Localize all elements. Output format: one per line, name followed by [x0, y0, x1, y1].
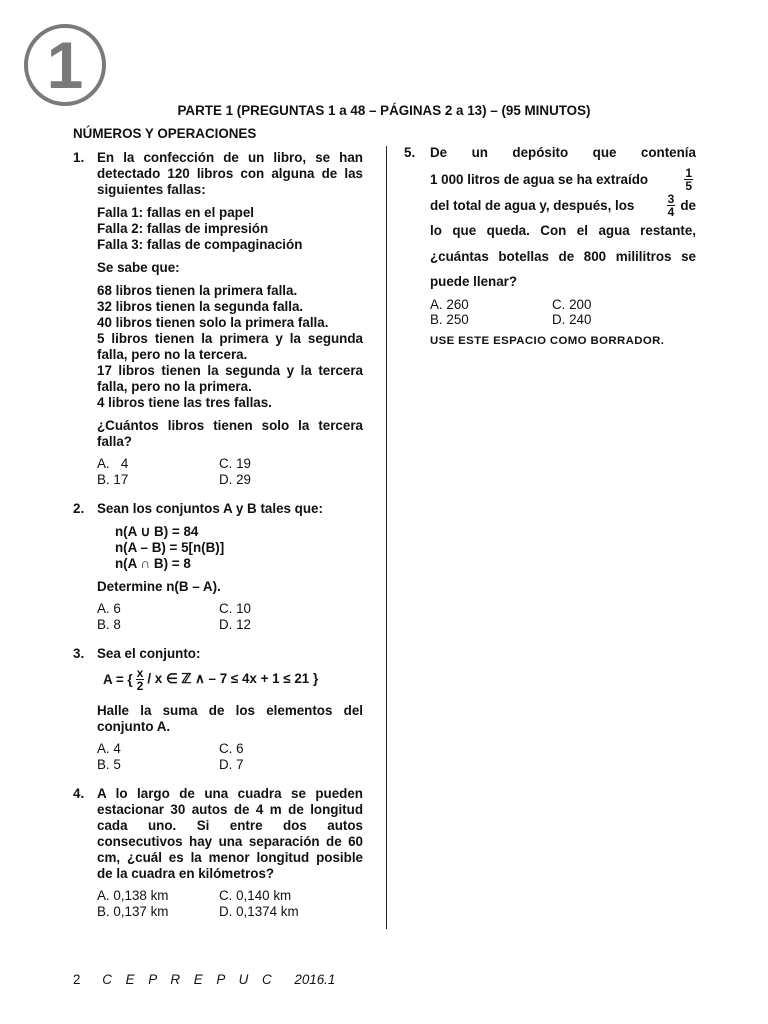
option-c: C. 0,140 km	[219, 888, 292, 903]
stem-line-1	[430, 145, 696, 161]
set-prefix: A = {	[103, 671, 133, 687]
section-title: NÚMEROS Y OPERACIONES	[73, 126, 257, 141]
stem-word: depósito	[512, 145, 569, 160]
fraction-denominator: 4	[667, 204, 675, 219]
stem-word: De	[430, 145, 448, 160]
datos-list	[97, 283, 363, 411]
option-d: D. 240	[552, 312, 592, 327]
question-stem: A lo largo de una cuadra se pueden estacionar 30 autos de 4 m de longitud cada uno. Si entre dos autos consecutivos hay una separación de 60 cm, ¿cuál es la menor longitud posible de la cuadra en kilómetros?	[97, 786, 363, 881]
condition-item: n(A ∪ B) = 84	[115, 524, 199, 539]
dato-item: 40 libros tienen solo la primera falla.	[97, 315, 329, 330]
option-b: B. 17	[97, 471, 129, 487]
question-number: 2.	[73, 501, 85, 516]
part-header: PARTE 1 (PREGUNTAS 1 a 48 – PÁGINAS 2 a 13) – (95 MINUTOS)	[177, 103, 591, 118]
option-b: B. 8	[97, 616, 121, 632]
fraction-three-quarters	[667, 193, 676, 218]
question-prompt: ¿Cuántos libros tienen solo la tercera falla?	[97, 418, 363, 449]
option-d: D. 0,1374 km	[219, 903, 299, 919]
question-stem	[430, 145, 696, 295]
question-2	[73, 501, 363, 632]
fraction-x-over-2	[136, 667, 145, 692]
set-definition	[97, 662, 363, 696]
fraction-denominator: 5	[685, 179, 692, 194]
dato-item: 68 libros tienen la primera falla.	[97, 283, 298, 298]
option-b: B. 5	[97, 756, 121, 772]
option-c: C. 6	[219, 741, 244, 756]
question-prompt: Determine n(B – A).	[97, 579, 221, 594]
question-number: 5.	[404, 145, 416, 160]
option-c: C. 19	[219, 456, 252, 471]
question-number: 1.	[73, 150, 85, 165]
falla-item: Falla 1: fallas en el papel	[97, 205, 255, 220]
option-b: B. 250	[430, 312, 469, 327]
question-number: 3.	[73, 646, 85, 661]
question-4	[73, 786, 363, 919]
question-stem: Sean los conjuntos A y B tales que:	[97, 501, 323, 516]
fraction-numerator: x	[136, 665, 144, 680]
option-a: A. 6	[97, 601, 121, 616]
option-a: A. 0,138 km	[97, 888, 169, 903]
se-sabe-text: Se sabe que:	[97, 260, 180, 275]
dato-item: 5 libros tienen la primera y la segunda falla, pero no la tercera.	[97, 331, 363, 362]
option-c: C. 10	[219, 601, 252, 616]
falla-item: Falla 3: fallas de compaginación	[97, 237, 303, 252]
option-d: D. 12	[219, 616, 252, 632]
set-condition: / x ∈ ℤ ∧ – 7 ≤ 4x + 1 ≤ 21 }	[147, 671, 319, 686]
stem-word: contenía	[640, 145, 696, 160]
option-b: B. 0,137 km	[97, 903, 169, 919]
stem-text: del total de agua y, después, los	[430, 197, 635, 213]
question-number: 4.	[73, 786, 85, 801]
stem-line-3	[430, 193, 696, 219]
answer-options	[97, 601, 363, 632]
question-5	[404, 145, 696, 347]
dato-item: 17 libros tienen la segunda y la tercera falla, pero no la primera.	[97, 363, 363, 394]
question-stem: Sea el conjunto:	[97, 646, 201, 661]
fraction-numerator: 3	[667, 191, 675, 206]
stem-text: de	[680, 197, 696, 213]
fraction-denominator: 2	[136, 678, 144, 693]
stem-line-5: ¿cuántas botellas de 800 mililitros se	[430, 248, 696, 264]
option-a: A. 260	[430, 296, 469, 312]
falla-item: Falla 2: fallas de impresión	[97, 221, 269, 236]
fallas-list	[97, 205, 363, 253]
dato-item: 4 libros tiene las tres fallas.	[97, 395, 272, 410]
answer-options	[97, 456, 363, 487]
option-d: D. 29	[219, 471, 252, 487]
fraction-numerator: 1	[685, 166, 692, 181]
page-number: 2	[73, 972, 81, 987]
fraction-one-fifth	[684, 167, 693, 192]
term-label: 2016.1	[294, 972, 336, 987]
institution-name: C E P R E P U C	[102, 972, 277, 987]
condition-item: n(A ∩ B) = 8	[115, 556, 191, 571]
stem-word: que	[592, 145, 617, 160]
answer-options	[430, 297, 696, 328]
stem-text: 1 000 litros de agua se ha extraído	[430, 172, 649, 187]
option-c: C. 200	[552, 296, 592, 312]
dato-item: 32 libros tienen la segunda falla.	[97, 299, 304, 314]
answer-options	[97, 741, 363, 772]
question-1	[73, 150, 363, 487]
question-prompt: Halle la suma de los elementos del conjunto A.	[97, 703, 363, 734]
page-footer	[73, 972, 335, 987]
right-column	[404, 145, 696, 347]
part-number-badge: 1	[24, 24, 106, 106]
condition-item: n(A – B) = 5[n(B)]	[115, 540, 225, 555]
scratch-space-note: USE ESTE ESPACIO COMO BORRADOR.	[430, 334, 665, 347]
stem-line-4: lo que queda. Con el agua restante,	[430, 223, 696, 238]
column-divider	[386, 146, 387, 929]
answer-options	[97, 888, 363, 919]
stem-word: un	[471, 145, 488, 160]
stem-line-6: puede llenar?	[430, 274, 518, 289]
option-d: D. 7	[219, 756, 244, 772]
stem-line-2	[430, 167, 696, 193]
conditions-list	[97, 524, 363, 572]
question-stem: En la confección de un libro, se han detectado 120 libros con alguna de las siguientes fallas:	[97, 150, 363, 197]
option-a: A. 4	[97, 456, 129, 471]
left-column	[73, 150, 363, 919]
question-3	[73, 646, 363, 772]
option-a: A. 4	[97, 741, 121, 756]
